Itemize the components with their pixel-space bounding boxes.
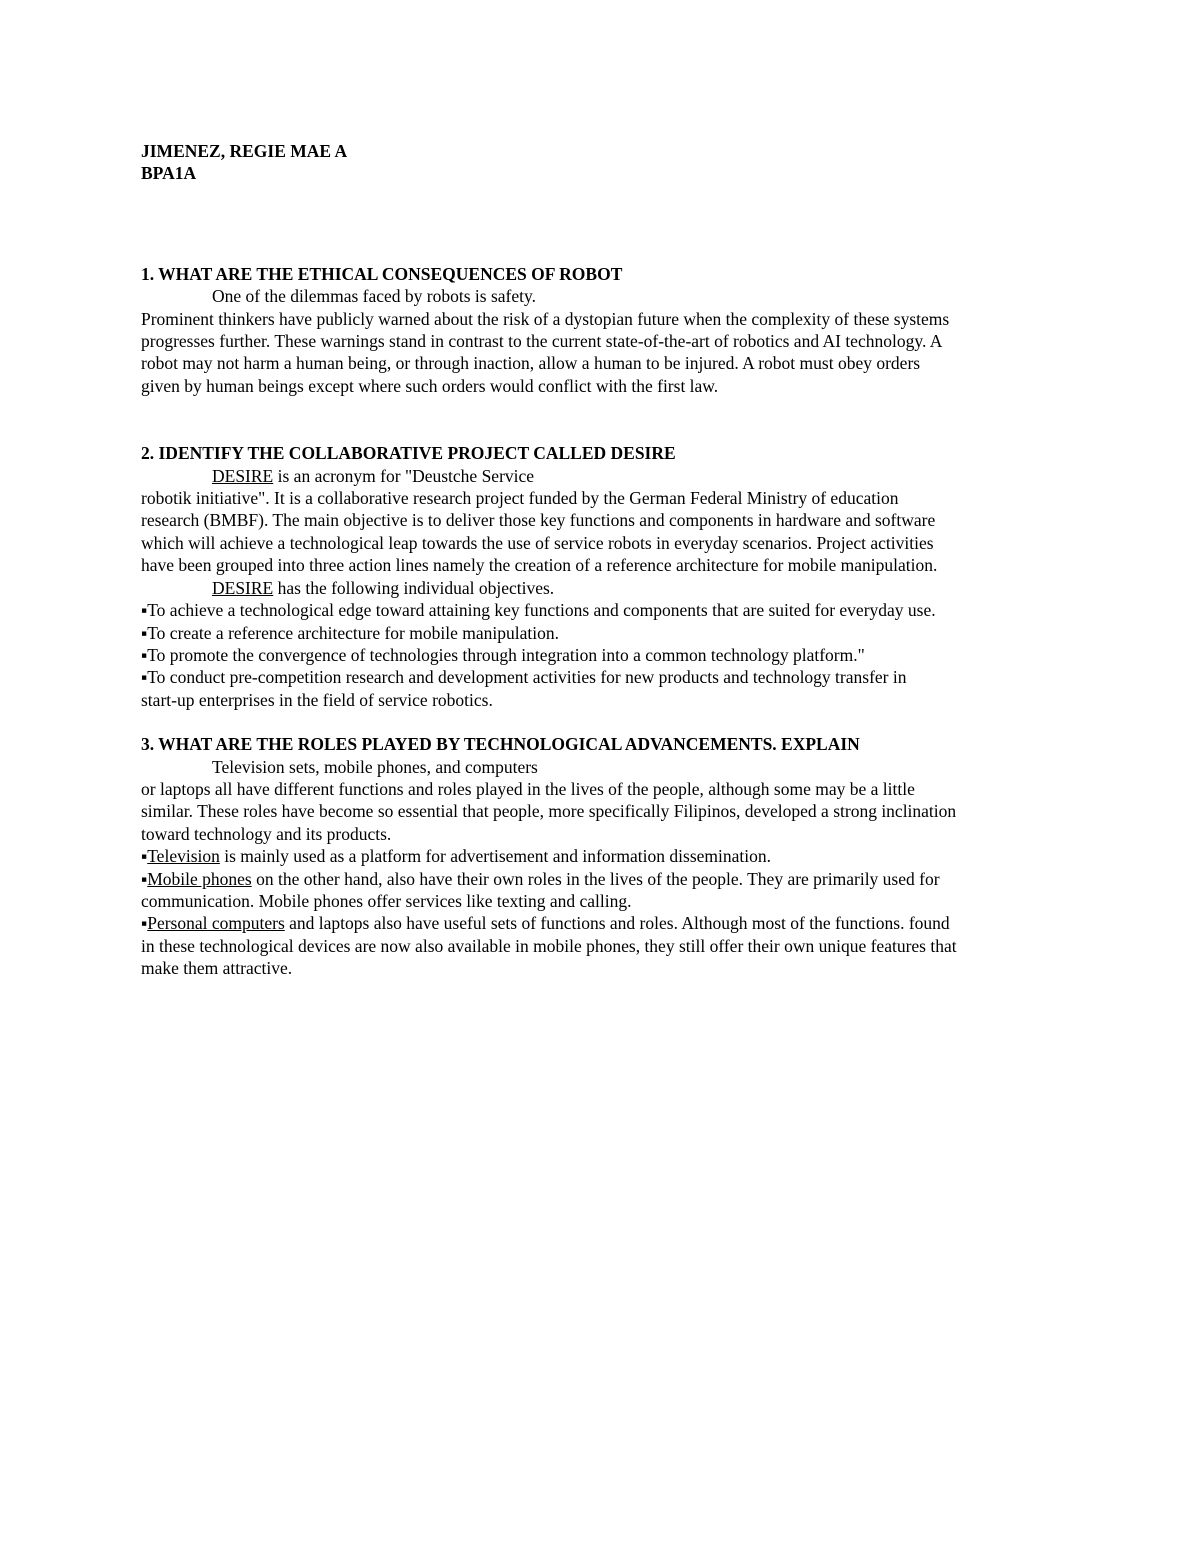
television-term: Television [147,846,220,867]
desire-term: DESIRE [212,465,274,486]
question-3-line: toward technology and its products. [141,823,392,844]
question-2-objectives-intro [141,577,1066,599]
question-2-line: robotik initiative". It is a collaborative research project funded by the German Federal Ministry of education [141,488,899,509]
bullet-mark: ▪ [141,913,148,934]
objective-bullet: ▪To promote the convergence of technologies through integration into a common technology platform." [141,644,865,665]
question-3-heading: 3. WHAT ARE THE ROLES PLAYED BY TECHNOLOGICAL ADVANCEMENTS. EXPLAIN [141,734,860,755]
television-text: is mainly used as a platform for advertisement and information dissemination. [219,846,771,867]
question-1-heading: 1. WHAT ARE THE ETHICAL CONSEQUENCES OF ROBOT [141,263,623,284]
spacer [141,711,1066,733]
document-page [141,140,1066,980]
student-name: JIMENEZ, REGIE MAE A [141,141,348,161]
question-2 [141,442,1066,711]
question-1-line: robot may not harm a human being, or through inaction, allow a human to be injured. A robot must obey orders [141,353,921,374]
personal-computers-term: Personal computers [147,913,285,934]
question-1-line: One of the dilemmas faced by robots is safety. [212,286,536,307]
personal-computers-text: and laptops also have useful sets of functions and roles. Although most of the functions. found [284,913,950,934]
question-3 [141,733,1066,979]
question-2-line: which will achieve a technological leap towards the use of service robots in everyday scenarios. Project activities [141,532,934,553]
bullet-mark: ▪ [141,868,148,889]
question-2-line: research (BMBF). The main objective is to deliver those key functions and components in hardware and software [141,510,936,531]
desire-intro-text: is an acronym for "Deustche Service [273,465,535,486]
personal-computers-continuation: make them attractive. [141,958,293,979]
objective-bullet: ▪To create a reference architecture for mobile manipulation. [141,622,559,643]
mobile-phones-text: on the other hand, also have their own roles in the lives of the people. They are primarily used for [251,868,940,889]
question-3-line: similar. These roles have become so essential that people, more specifically Filipinos, developed a strong inclination [141,801,957,822]
question-3-intro: Television sets, mobile phones, and computers [212,756,538,777]
question-2-heading: 2. IDENTIFY THE COLLABORATIVE PROJECT CALLED DESIRE [141,443,676,464]
question-3-line: or laptops all have different functions and roles played in the lives of the people, although some may be a little [141,778,915,799]
spacer [141,185,1066,263]
objective-bullet: ▪To achieve a technological edge toward attaining key functions and components that are suited for everyday use. [141,600,936,621]
question-1-line: given by human beings except where such orders would conflict with the first law. [141,375,719,396]
mobile-phones-bullet [141,868,1066,890]
objective-bullet-continuation: start-up enterprises in the field of service robotics. [141,689,493,710]
question-1 [141,263,1066,397]
objective-bullet: ▪To conduct pre-competition research and development activities for new products and technology transfer in [141,667,907,688]
student-section: BPA1A [141,163,197,184]
personal-computers-bullet [141,912,1066,934]
personal-computers-continuation: in these technological devices are now also available in mobile phones, they still offer their own unique features that [141,935,957,956]
question-2-intro [141,465,1066,487]
bullet-mark: ▪ [141,846,148,867]
mobile-phones-term: Mobile phones [147,868,252,889]
question-2-line: have been grouped into three action lines namely the creation of a reference architecture for mobile manipulation. [141,555,938,576]
objectives-intro-text: has the following individual objectives. [273,577,555,598]
television-bullet [141,845,1066,867]
mobile-phones-continuation: communication. Mobile phones offer services like texting and calling. [141,890,632,911]
spacer [141,397,1066,442]
desire-term: DESIRE [212,577,274,598]
question-1-line: progresses further. These warnings stand in contrast to the current state-of-the-art of robotics and AI technology. A [141,331,943,352]
question-1-line: Prominent thinkers have publicly warned about the risk of a dystopian future when the complexity of these systems [141,308,950,329]
